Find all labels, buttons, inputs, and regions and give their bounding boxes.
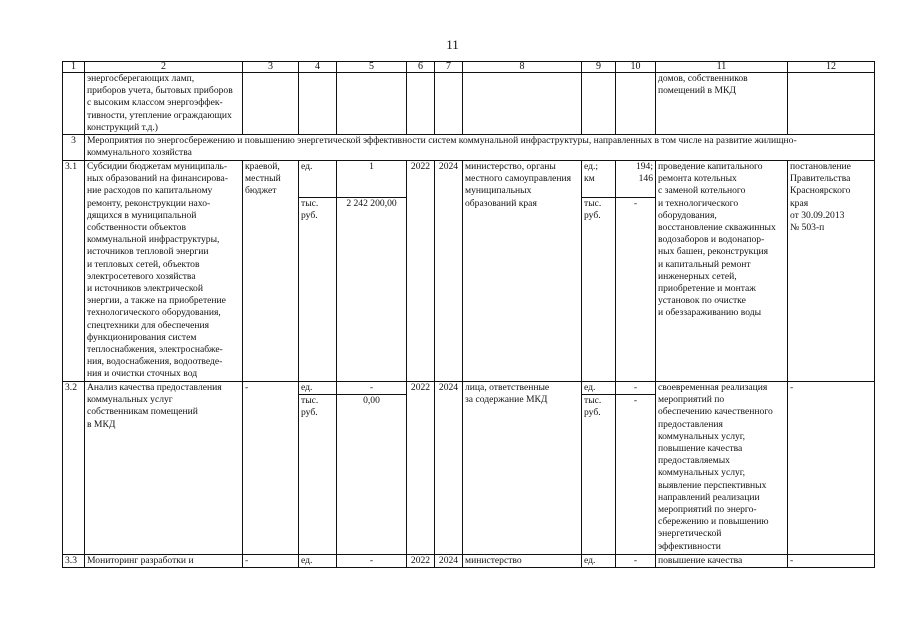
cell-source: краевой, местный бюджет bbox=[243, 161, 299, 382]
header-cell: 4 bbox=[299, 62, 337, 73]
cell-indicator-unit: ед.; км bbox=[582, 161, 616, 198]
table-row bbox=[63, 555, 875, 568]
table-row bbox=[63, 161, 875, 198]
cell-executor: министерство, органы местного самоуправления муниципальных образований края bbox=[463, 161, 582, 382]
cell-indicator-unit: ед. bbox=[582, 555, 616, 568]
cell-value: - bbox=[337, 555, 407, 568]
header-cell: 11 bbox=[656, 62, 788, 73]
header-cell: 8 bbox=[463, 62, 582, 73]
header-cell: 1 bbox=[63, 62, 85, 73]
cell-start-year: 2022 bbox=[407, 382, 435, 555]
cell-indicator-value: - bbox=[616, 382, 656, 395]
cell-unit: тыс. руб. bbox=[299, 395, 337, 555]
table-row bbox=[63, 382, 875, 395]
header-cell: 7 bbox=[435, 62, 463, 73]
cell-basis: - bbox=[788, 555, 875, 568]
section-number: 3 bbox=[63, 135, 85, 161]
header-cell: 12 bbox=[788, 62, 875, 73]
cell-indicator-value: - bbox=[616, 198, 656, 382]
cell-result: домов, собственников помещений в МКД bbox=[656, 73, 788, 135]
cell-unit: тыс. руб. bbox=[299, 198, 337, 382]
row-number: 3.1 bbox=[63, 161, 85, 382]
cell-indicator-unit: ед. bbox=[582, 382, 616, 395]
cell-unit: ед. bbox=[299, 161, 337, 198]
header-cell: 5 bbox=[337, 62, 407, 73]
cell-indicator-value: - bbox=[616, 395, 656, 555]
cell-name: энергосберегающих ламп, приборов учета, бытовых приборов с высоким классом энергоэффек- тивности, утепление ограждающих конструкций т.д.) bbox=[85, 73, 243, 135]
cell-value: 1 bbox=[337, 161, 407, 198]
cell-indicator-value: 194; 146 bbox=[616, 161, 656, 198]
cell-result: своевременная реализация мероприятий по обеспечению качественного предоставления коммунальных услуг, повышение качества предоставляемых коммунальных услуг, выявление перспективных направлений реализации мероприятий по энерго- сбережению и повышению энергетической эффективности bbox=[656, 382, 788, 555]
section-title: Мероприятия по энергосбережению и повышению энергетической эффективности систем коммунальной инфраструктуры, направленных в том числе на развитие жилищно- коммунального хозяйства bbox=[85, 135, 875, 161]
header-cell: 3 bbox=[243, 62, 299, 73]
row-number: 3.2 bbox=[63, 382, 85, 555]
cell-executor: лица, ответственные за содержание МКД bbox=[463, 382, 582, 555]
cell-start-year: 2022 bbox=[407, 555, 435, 568]
cell-indicator-unit: тыс. руб. bbox=[582, 198, 616, 382]
cell-name: Субсидии бюджетам муниципаль- ных образований на финансирова- ние расходов по капитальному ремонту, реконструкции нахо- дящихся в муниципальной собственности объектов коммунальной инфраструктуры, источников тепловой энергии и тепловых сетей, объектов электросетевого хозяйства и источников электрической энергии, а также на приобретение технологического оборудования, спецтехники для обеспечения функционирования систем теплоснабжения, электроснабже- ния, водоснабжения, водоотведе- ния и очистки сточных вод bbox=[85, 161, 243, 382]
cell-unit: ед. bbox=[299, 555, 337, 568]
cell-end-year: 2024 bbox=[435, 555, 463, 568]
cell-start-year: 2022 bbox=[407, 161, 435, 382]
page-number: 11 bbox=[446, 37, 459, 52]
header-cell: 9 bbox=[582, 62, 616, 73]
cell-value: - bbox=[337, 382, 407, 395]
cell-name: Мониторинг разработки и bbox=[85, 555, 243, 568]
cell-executor: министерство bbox=[463, 555, 582, 568]
cell-value: 0,00 bbox=[337, 395, 407, 555]
cell-result: повышение качества bbox=[656, 555, 788, 568]
cell-basis: постановление Правительства Красноярского края от 30.09.2013 № 503-п bbox=[788, 161, 875, 382]
header-row bbox=[63, 62, 875, 73]
cell-basis: - bbox=[788, 382, 875, 555]
cell-unit: ед. bbox=[299, 382, 337, 395]
cell-source: - bbox=[243, 382, 299, 555]
continuation-row bbox=[63, 73, 875, 135]
cell-end-year: 2024 bbox=[435, 382, 463, 555]
row-number: 3.3 bbox=[63, 555, 85, 568]
header-cell: 6 bbox=[407, 62, 435, 73]
section-row bbox=[63, 135, 875, 161]
cell-indicator-value: - bbox=[616, 555, 656, 568]
header-cell: 2 bbox=[85, 62, 243, 73]
cell-name: Анализ качества предоставления коммунальных услуг собственникам помещений в МКД bbox=[85, 382, 243, 555]
cell-source: - bbox=[243, 555, 299, 568]
cell-end-year: 2024 bbox=[435, 161, 463, 382]
cell-result: проведение капитального ремонта котельных с заменой котельного и технологического оборудования, восстановление скважинных водозаборов и водонапор- ных башен, реконструкция и капитальный ремонт инженерных сетей, приобретение и монтаж установок по очистке и обеззараживанию воды bbox=[656, 161, 788, 382]
cell-value: 2 242 200,00 bbox=[337, 198, 407, 382]
cell-indicator-unit: тыс. руб. bbox=[582, 395, 616, 555]
header-cell: 10 bbox=[616, 62, 656, 73]
program-table bbox=[62, 61, 875, 568]
